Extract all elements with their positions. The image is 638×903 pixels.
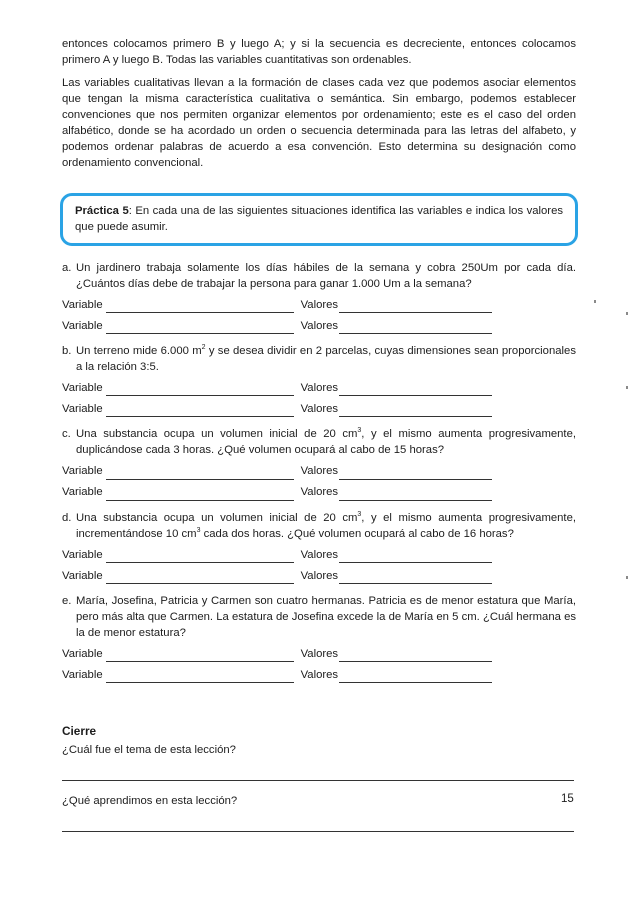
variable-answer-line[interactable] — [106, 550, 294, 563]
scan-speck — [594, 300, 596, 303]
scan-speck — [626, 312, 628, 315]
variable-answer-line[interactable] — [106, 383, 294, 396]
scan-speck — [626, 386, 628, 389]
exercise-letter: b. — [62, 345, 72, 358]
exercise-item — [62, 343, 576, 417]
answer-row — [62, 465, 576, 480]
page-number: 15 — [561, 793, 574, 805]
variable-answer-line[interactable] — [106, 467, 294, 480]
values-answer-line[interactable] — [339, 300, 492, 313]
variable-label: Variable — [62, 668, 103, 681]
answer-row — [62, 381, 576, 396]
exercise-question — [62, 510, 576, 542]
answer-line-1[interactable] — [62, 766, 574, 781]
values-answer-line[interactable] — [339, 550, 492, 563]
variable-answer-line[interactable] — [106, 488, 294, 501]
variable-label: Variable — [62, 647, 103, 660]
answer-row — [62, 402, 576, 417]
values-answer-line[interactable] — [339, 321, 492, 334]
variable-label: Variable — [62, 403, 103, 416]
practice-box — [60, 193, 578, 246]
answer-row — [62, 569, 576, 584]
values-label: Valores — [300, 403, 339, 416]
closing-section — [62, 723, 576, 833]
values-label: Valores — [300, 569, 339, 582]
answer-row — [62, 319, 576, 334]
answer-row — [62, 298, 576, 313]
values-label: Valores — [300, 647, 339, 660]
variable-answer-line[interactable] — [106, 571, 294, 584]
values-answer-line[interactable] — [339, 571, 492, 584]
closing-question-2: ¿Qué aprendimos en esta lección? — [62, 795, 238, 808]
values-label: Valores — [300, 299, 339, 312]
intro-paragraph-2: Las variables cualitativas llevan a la formación de clases cada vez que podemos asociar elementos que tengan la misma característica cualitativa o semántica. Sin embargo, podemos establecer convenciones que nos permiten organizar elementos por ordenamiento; este es el caso del orden alfabético, donde se ha acordado un orden o secuencia determinada para las letras del alfabeto, y podemos ordenar palabras de acuerdo a esa convención. Esto determina su designación como ordenamiento convencional. — [62, 77, 576, 170]
variable-label: Variable — [62, 486, 103, 499]
scan-speck — [626, 576, 628, 579]
variable-label: Variable — [62, 548, 103, 561]
exercise-question — [62, 260, 576, 292]
practice-instructions: : En cada una de las siguientes situaciones identifica las variables e indica los valores que puede asumir. — [75, 205, 564, 234]
values-answer-line[interactable] — [339, 670, 492, 683]
values-label: Valores — [300, 548, 339, 561]
variable-answer-line[interactable] — [106, 649, 294, 662]
page-content — [62, 36, 576, 844]
values-label: Valores — [300, 486, 339, 499]
values-label: Valores — [300, 668, 339, 681]
values-label: Valores — [300, 382, 339, 395]
values-answer-line[interactable] — [339, 467, 492, 480]
exercise-question — [62, 343, 576, 375]
answer-line-2[interactable] — [62, 817, 574, 832]
exercise-item — [62, 510, 576, 584]
exercise-question — [62, 593, 576, 641]
answer-row — [62, 486, 576, 501]
variable-answer-line[interactable] — [106, 670, 294, 683]
exercise-letter: e. — [62, 594, 72, 607]
answer-row — [62, 548, 576, 563]
variable-label: Variable — [62, 299, 103, 312]
exercise-item — [62, 260, 576, 334]
exercise-letter: a. — [62, 262, 72, 275]
variable-label: Variable — [62, 320, 103, 333]
exercise-letter: c. — [62, 428, 71, 441]
variable-answer-line[interactable] — [106, 404, 294, 417]
variable-answer-line[interactable] — [106, 300, 294, 313]
values-label: Valores — [300, 320, 339, 333]
values-answer-line[interactable] — [339, 488, 492, 501]
exercise-letter: d. — [62, 511, 72, 524]
values-label: Valores — [300, 465, 339, 478]
exercise-text: Una substancia ocupa un volumen inicial de 20 $cm^3$, y el mismo aumenta progresivamente, duplicándose cada 3 horas. ¿Qué volumen ocupará al cabo de 15 horas? — [76, 427, 576, 457]
variable-answer-line[interactable] — [106, 321, 294, 334]
exercise-text: Un jardinero trabaja solamente los días hábiles de la semana y cobra 250Um por cada día. ¿Cuántos días debe de trabajar la persona para ganar 1.000 Um a la semana? — [76, 262, 576, 291]
intro-paragraph-1: entonces colocamos primero B y luego A; y si la secuencia es decreciente, entonces colocamos primero A y luego B. Todas las variables cuantitativas son ordenables. — [62, 38, 576, 67]
variable-label: Variable — [62, 569, 103, 582]
exercise-text: Un terreno mide 6.000 $m^2$ y se desea dividir en 2 parcelas, cuyas dimensiones sean proporcionales a la relación 3:5. — [76, 344, 576, 374]
exercise-item — [62, 426, 576, 500]
values-answer-line[interactable] — [339, 383, 492, 396]
exercise-item — [62, 593, 576, 683]
values-answer-line[interactable] — [339, 404, 492, 417]
variable-label: Variable — [62, 465, 103, 478]
practice-label: Práctica 5 — [75, 205, 129, 218]
exercise-text: Una substancia ocupa un volumen inicial de 20 $cm^3$, y el mismo aumenta progresivamente, incrementándose 10 $cm^3$ cada dos horas. ¿Qué volumen ocupará al cabo de 16 horas? — [76, 510, 576, 540]
answer-row — [62, 647, 576, 662]
exercise-text: María, Josefina, Patricia y Carmen son cuatro hermanas. Patricia es de menor estatura que María, pero más alta que Carmen. La estatura de Josefina excede la de María en 5 cm. ¿Cuál hermana es la de menor estatura? — [76, 594, 576, 639]
answer-row — [62, 668, 576, 683]
variable-label: Variable — [62, 382, 103, 395]
closing-question-1: ¿Cuál fue el tema de esta lección? — [62, 744, 236, 757]
values-answer-line[interactable] — [339, 649, 492, 662]
closing-heading: Cierre — [62, 723, 97, 738]
exercise-list — [62, 260, 576, 682]
exercise-question — [62, 426, 576, 458]
